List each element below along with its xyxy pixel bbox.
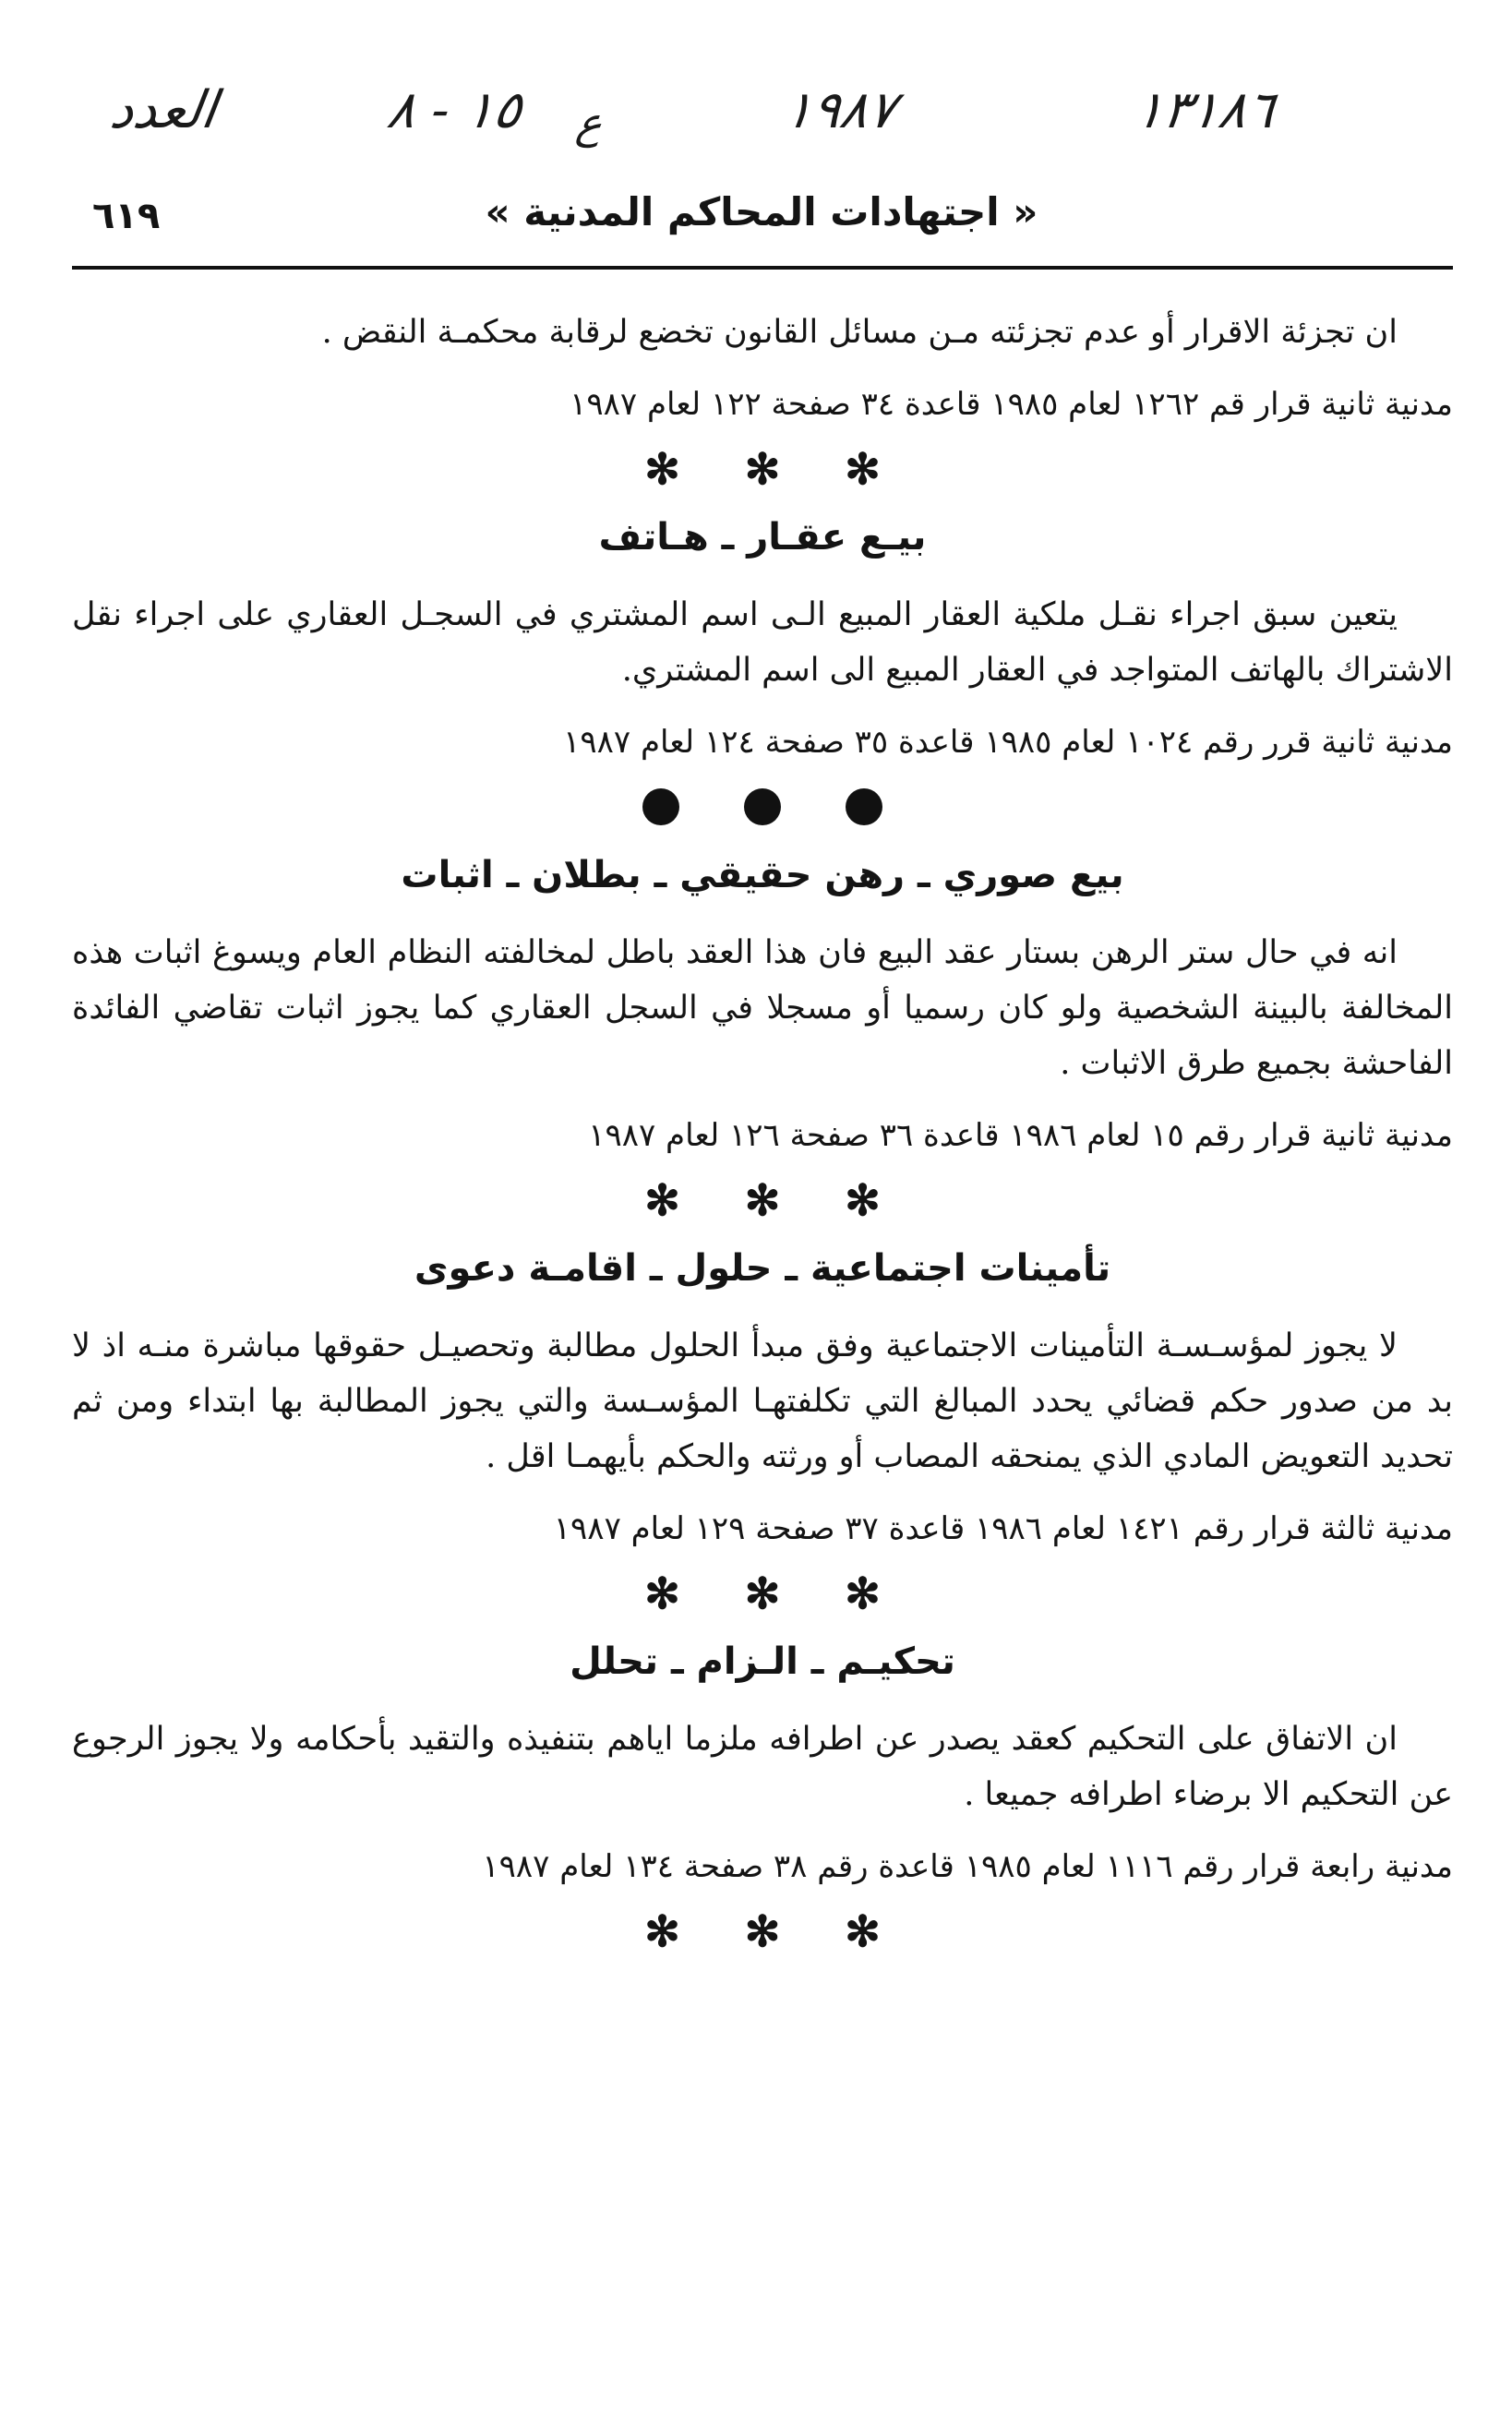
ruling-section xyxy=(72,1628,1453,1961)
asterisk-ornament: ✻ xyxy=(744,1568,781,1618)
section-separator xyxy=(72,1171,1453,1230)
handwritten-note: ١٣١٨٦ xyxy=(1131,80,1279,140)
running-header xyxy=(74,189,1449,254)
ruling-section xyxy=(72,1235,1453,1623)
handwritten-note: ١٩٨٧ xyxy=(780,80,900,140)
ruling-text: لا يجوز لمؤسـسـة التأمينات الاجتماعية وفق مبدأ الحلول مطالبة وتحصيـل حقوقها مباشرة منـه اذ لا بد من صدور حكم قضائي يحدد المبالغ التي تكلفتهـا المؤسـسة والتي يجوز المطالبة بها ابتداء ومن ثم تحديد التعويض المادي الذي يمنحقه المصاب أو ورثته والحكم بأيهمـا اقل . xyxy=(72,1328,1453,1475)
handwritten-note: ﺍﻟﻌﺪﺩ xyxy=(106,80,221,140)
page-content xyxy=(72,305,1453,2382)
asterisk-ornament: ✻ xyxy=(644,1906,680,1956)
section-separator xyxy=(72,439,1453,499)
ruling-text: ان تجزئة الاقرار أو عدم تجزئته مـن مسائل القانون تخضع لرقابة محكمـة النقض . xyxy=(321,314,1398,351)
asterisk-ornament: ✻ xyxy=(644,1568,680,1618)
page-number: ٦١٩ xyxy=(92,195,161,237)
ruling-heading: بيع صوري ـ رهن حقيقي ـ بطلان ـ اثبات xyxy=(401,854,1124,896)
ruling-citation: مدنية ثانية قرار قم ١٢٦٢ لعام ١٩٨٥ قاعدة ٣٤ صفحة ١٢٢ لعام ١٩٨٧ xyxy=(570,386,1453,423)
journal-title: « اجتهادات المحاكم المدنية » xyxy=(485,189,1038,234)
ruling-citation: مدنية ثانية قرار رقم ١٥ لعام ١٩٨٦ قاعدة ٣٦ صفحة ١٢٦ لعام ١٩٨٧ xyxy=(588,1117,1453,1154)
ruling-citation: مدنية رابعة قرار رقم ١١١٦ لعام ١٩٨٥ قاعدة رقم ٣٨ صفحة ١٣٤ لعام ١٩٨٧ xyxy=(482,1848,1453,1885)
section-separator xyxy=(72,1902,1453,1961)
header-rule xyxy=(72,266,1453,270)
ruling-section xyxy=(72,842,1453,1230)
ruling-text: يتعين سبق اجراء نقـل ملكية العقار المبيع الـى اسم المشتري في السجـل العقاري على اجراء نقل الاشتراك بالهاتف المتواجد في العقار المبيع الى اسم المشتري. xyxy=(72,596,1453,689)
ruling-section xyxy=(72,305,1453,499)
ruling-heading: تأمينات اجتماعية ـ حلول ـ اقامـة دعوى xyxy=(414,1247,1111,1290)
dot-ornament xyxy=(642,788,679,825)
ruling-text: انه في حال ستر الرهن بستار عقد البيع فان هذا العقد باطل لمخالفته النظام العام ويسوغ اثبات هذه المخالفة بالبينة الشخصية ولو كان رسميا أو مسجلا في السجل العقاري كما يجوز اثبات تقاضي الفائدة الفاحشة بجميع طرق الاثبات . xyxy=(72,934,1453,1082)
asterisk-ornament: ✻ xyxy=(644,444,680,494)
asterisk-ornament: ✻ xyxy=(744,1906,781,1956)
ruling-heading: بيـع عقـار ـ هـاتف xyxy=(598,516,927,559)
handwritten-annotations xyxy=(92,80,1292,159)
asterisk-ornament: ✻ xyxy=(845,1175,881,1225)
section-separator xyxy=(72,777,1453,836)
ruling-citation: مدنية ثالثة قرار رقم ١٤٢١ لعام ١٩٨٦ قاعدة ٣٧ صفحة ١٢٩ لعام ١٩٨٧ xyxy=(553,1510,1453,1547)
ruling-text: ان الاتفاق على التحكيم كعقد يصدر عن اطرافه ملزما اياهم بتنفيذه والتقيد بأحكامه ولا يجوز الرجوع عن التحكيم الا برضاء اطرافه جميعا . xyxy=(72,1721,1453,1813)
asterisk-ornament: ✻ xyxy=(744,444,781,494)
asterisk-ornament: ✻ xyxy=(744,1175,781,1225)
dot-ornament xyxy=(744,788,781,825)
handwritten-note: ١٥ - ٨ xyxy=(383,80,526,140)
asterisk-ornament: ✻ xyxy=(845,444,881,494)
ruling-heading: تحكيـم ـ الـزام ـ تحلل xyxy=(570,1640,955,1683)
asterisk-ornament: ✻ xyxy=(644,1175,680,1225)
section-separator xyxy=(72,1564,1453,1623)
asterisk-ornament: ✻ xyxy=(845,1906,881,1956)
handwritten-note: ع xyxy=(573,98,606,148)
ruling-section xyxy=(72,504,1453,836)
dot-ornament xyxy=(846,788,882,825)
ruling-citation: مدنية ثانية قرر رقم ١٠٢٤ لعام ١٩٨٥ قاعدة ٣٥ صفحة ١٢٤ لعام ١٩٨٧ xyxy=(563,724,1453,761)
asterisk-ornament: ✻ xyxy=(845,1568,881,1618)
